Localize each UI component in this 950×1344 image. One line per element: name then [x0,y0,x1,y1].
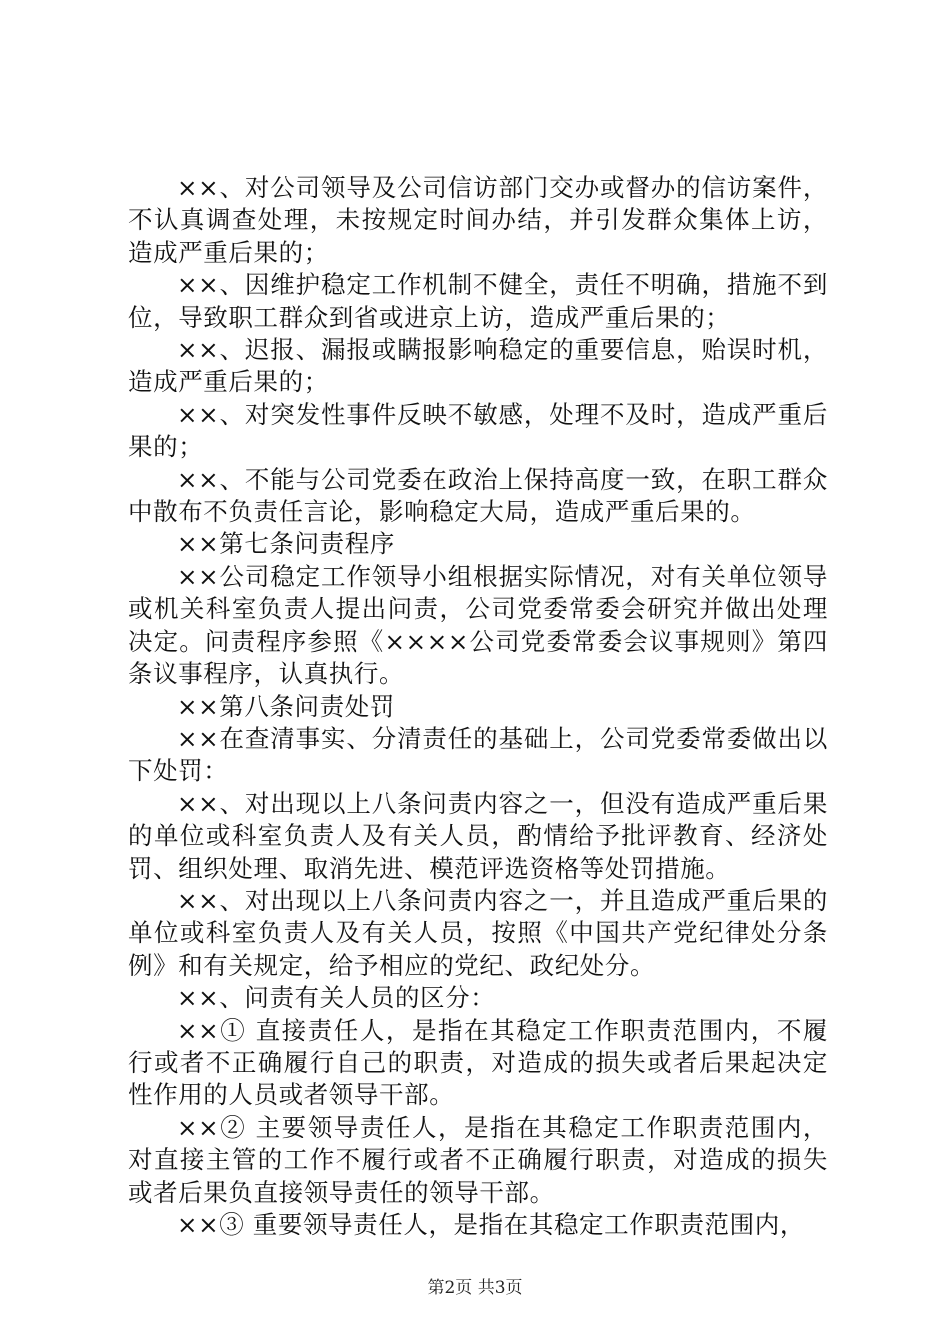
paragraph-15: ××③ 重要领导责任人，是指在其稳定工作职责范围内， [177,1210,805,1239]
document-body [128,172,828,1241]
paragraph-10: ××、对出现以上八条问责内容之一，但没有造成严重后果的单位或科室负责人及有关人员，酌情给予批评教育、经济处罚、组织处理、取消先进、模范评选资格等处罚措施。 [128,788,828,883]
paragraph-9: ××在查清事实、分清责任的基础上，公司党委常委做出以下处罚： [128,723,828,786]
section-heading-article-8: ××第八条问责处罚 [177,691,395,721]
paragraph-12: ××、问责有关人员的区分： [177,983,496,1013]
paragraph-5: ××、不能与公司党委在政治上保持高度一致，在职工群众中散布不负责任言论，影响稳定大局，造成严重后果的。 [128,464,828,527]
paragraph-1: ××、对公司领导及公司信访部门交办或督办的信访案件，不认真调查处理，未按规定时间办结，并引发群众集体上访，造成严重后果的； [128,173,828,267]
paragraph-14: ××② 主要领导责任人，是指在其稳定工作职责范围内，对直接主管的工作不履行或者不正确履行职责，对造成的损失或者后果负直接领导责任的领导干部。 [128,1112,828,1207]
page-number-footer: 第2页 共3页 [427,1278,523,1298]
paragraph-13: ××① 直接责任人，是指在其稳定工作职责范围内，不履行或者不正确履行自己的职责，对造成的损失或者后果起决定性作用的人员或者领导干部。 [128,1015,828,1110]
paragraph-2: ××、因维护稳定工作机制不健全，责任不明确，措施不到位，导致职工群众到省或进京上访，造成严重后果的； [128,270,828,332]
paragraph-3: ××、迟报、漏报或瞒报影响稳定的重要信息，贻误时机，造成严重后果的； [128,335,828,397]
paragraph-7: ××公司稳定工作领导小组根据实际情况，对有关单位领导或机关科室负责人提出问责，公司党委常委会研究并做出处理决定。问责程序参照《××××公司党委常委会议事规则》第四条议事程序，认真执行。 [128,561,828,689]
paragraph-11: ××、对出现以上八条问责内容之一，并且造成严重后果的单位或科室负责人及有关人员，按照《中国共产党纪律处分条例》和有关规定，给予相应的党纪、政纪处分。 [128,885,828,980]
paragraph-4: ××、对突发性事件反映不敏感，处理不及时，造成严重后果的； [128,399,828,462]
section-heading-article-7: ××第七条问责程序 [177,529,395,559]
